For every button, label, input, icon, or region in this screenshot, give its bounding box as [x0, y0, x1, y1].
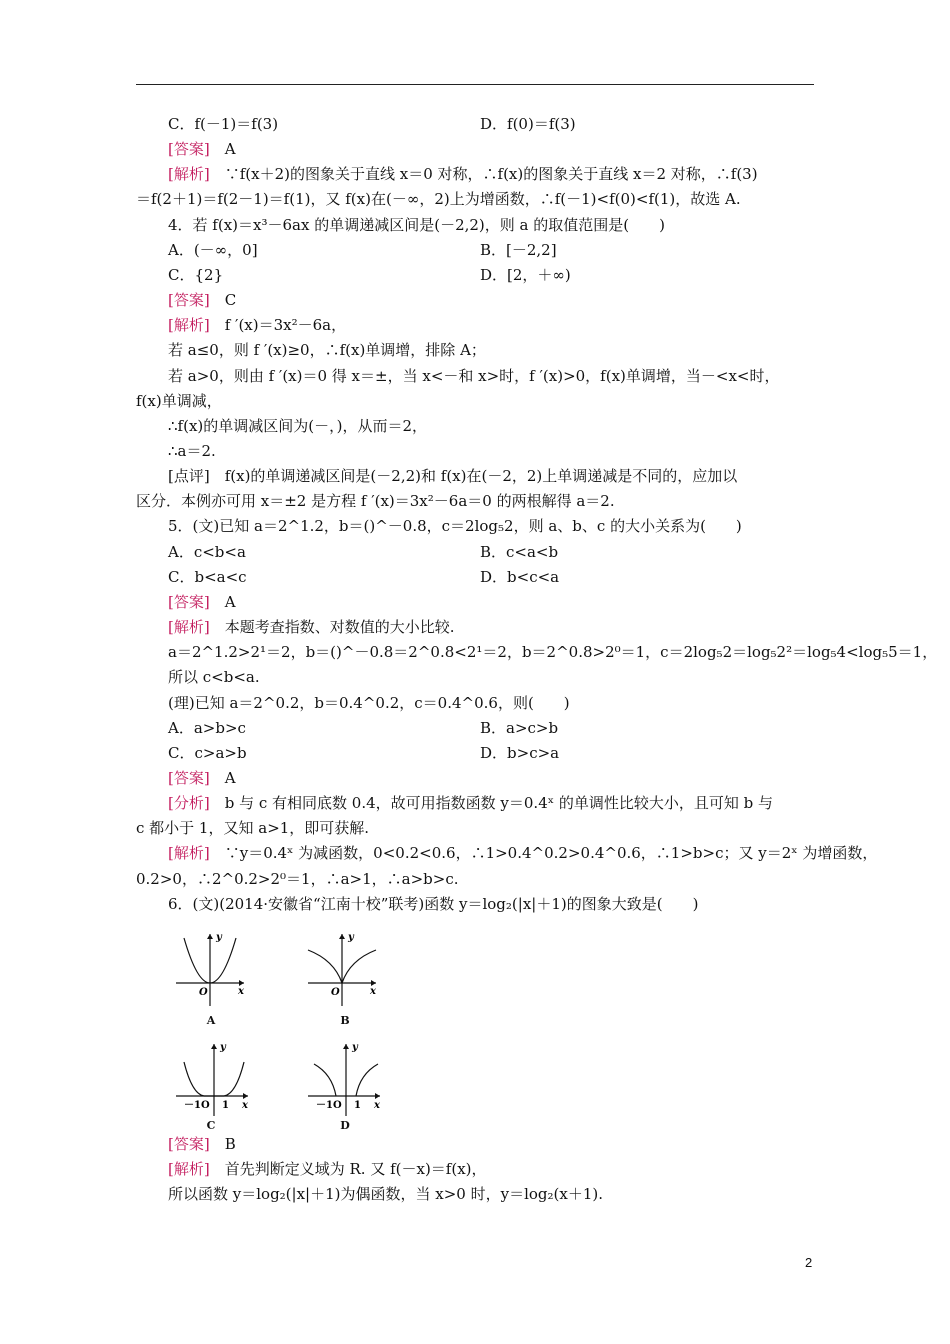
section-tag: [答案] [168, 593, 210, 611]
text-line [136, 491, 615, 511]
text-line [168, 617, 455, 637]
line-text: C [209, 291, 237, 309]
text-line [168, 894, 698, 914]
graph-c-label: C [206, 1119, 216, 1132]
text-line [480, 718, 558, 738]
text-line [168, 240, 258, 260]
svg-text:x: x [374, 1100, 380, 1111]
line-text: A [209, 140, 236, 158]
graph-b [302, 928, 382, 1008]
line-text: B．a>c>b [480, 719, 559, 737]
text-line [168, 290, 236, 310]
line-text: 区分．本例亦可用 x＝±2 是方程 f ′(x)＝3x²－6a＝0 的两根解得 a＝2. [136, 492, 615, 510]
text-line [168, 667, 260, 687]
svg-text:O: O [331, 987, 340, 998]
svg-text:y: y [216, 932, 222, 943]
line-text: ∵f(x＋2)的图象关于直线 x＝0 对称，∴f(x)的图象关于直线 x＝2 对称，∴f(3) [209, 165, 758, 183]
svg-text:x: x [370, 986, 376, 997]
svg-text:y: y [348, 932, 354, 943]
text-line [168, 567, 247, 587]
graph-c [170, 1038, 254, 1118]
svg-text:y: y [352, 1042, 358, 1053]
text-line [480, 240, 557, 260]
line-text: 5．(文)已知 a＝2^1.2，b＝()^－0.8，c＝2log₅2，则 a、b、c 的大小关系为( ) [168, 517, 742, 535]
line-text: 4．若 f(x)＝x³－6ax 的单调递减区间是(－2,2)，则 a 的取值范围是( ) [168, 216, 665, 234]
graph-d [302, 1038, 386, 1118]
text-line [168, 542, 246, 562]
line-text: ＝f(2＋1)＝f(2－1)＝f(1)，又 f(x)在(－∞，2)上为增函数，∴f(－1)<f(0)<f(1)，故选 A. [136, 190, 741, 208]
text-line [168, 265, 223, 285]
text-line [168, 315, 346, 335]
svg-text:x: x [242, 1100, 248, 1111]
line-text: D．b<c<a [480, 568, 560, 586]
line-text: a＝2^1.2>2¹＝2，b＝()^－0.8＝2^0.8<2¹＝2，b＝2^0.8>2⁰＝1，c＝2log₅2＝log₅2²＝log₅4<log₅5＝1， [168, 643, 938, 661]
line-text: 所以 c<b<a. [168, 668, 260, 686]
text-line [168, 114, 278, 134]
text-line [168, 1184, 603, 1204]
line-text: B．[－2,2] [480, 241, 557, 259]
graph-a [170, 928, 250, 1008]
section-tag: [解析] [168, 1160, 210, 1178]
text-line [168, 793, 773, 813]
text-line [168, 693, 570, 713]
line-text: D．f(0)＝f(3) [480, 115, 576, 133]
text-line [480, 542, 558, 562]
text-line [168, 1159, 487, 1179]
text-line [136, 391, 222, 411]
line-text: D．[2，＋∞) [480, 266, 571, 284]
line-text: 0.2>0，∴2^0.2>2⁰＝1，∴a>1，∴a>b>c. [136, 870, 459, 888]
text-line [168, 768, 236, 788]
line-text: ∵y＝0.4ˣ 为减函数，0<0.2<0.6，∴1>0.4^0.2>0.4^0.6，∴1>b>c；又 y＝2ˣ 为增函数， [209, 844, 878, 862]
text-line [168, 164, 758, 184]
line-text: A．(－∞，0] [168, 241, 258, 259]
text-line [168, 642, 937, 662]
text-line [168, 843, 877, 863]
line-text: f(x)单调减， [136, 392, 222, 410]
line-text: (理)已知 a＝2^0.2，b＝0.4^0.2，c＝0.4^0.6，则( ) [168, 694, 570, 712]
section-tag: [分析] [168, 794, 210, 812]
text-line [136, 869, 459, 889]
line-text: b 与 c 有相同底数 0.4，故可用指数函数 y＝0.4ˣ 的单调性比较大小，且可知 b 与 [209, 794, 774, 812]
text-line [168, 743, 247, 763]
graph-a-label: A [206, 1014, 216, 1027]
text-line [168, 139, 236, 159]
line-text: f ′(x)＝3x²－6a， [209, 316, 347, 334]
page-number: 2 [805, 1255, 813, 1270]
line-text: 6．(文)(2014·安徽省“江南十校”联考)函数 y＝log₂(|x|＋1)的图象大致是( ) [168, 895, 699, 913]
line-text: 所以函数 y＝log₂(|x|＋1)为偶函数，当 x>0 时，y＝log₂(x＋1). [168, 1185, 604, 1203]
text-line [168, 466, 737, 486]
section-tag: [答案] [168, 1135, 210, 1153]
text-line [168, 516, 742, 536]
line-text: A [209, 593, 236, 611]
line-text: 首先判断定义域为 R. 又 f(－x)＝f(x)， [209, 1160, 487, 1178]
line-text: C．{2} [168, 266, 224, 284]
text-line [168, 718, 246, 738]
line-text: ∴a＝2. [168, 442, 216, 460]
line-text: c 都小于 1，又知 a>1，即可获解. [136, 819, 370, 837]
graph-b-label: B [340, 1014, 350, 1027]
line-text: 若 a≤0，则 f ′(x)≥0，∴f(x)单调增，排除 A； [168, 341, 486, 359]
line-text: A [209, 769, 236, 787]
text-line [168, 215, 665, 235]
line-text: A．a>b>c [168, 719, 246, 737]
svg-text:O: O [199, 987, 208, 998]
text-line [168, 340, 486, 360]
svg-text:1: 1 [354, 1100, 361, 1111]
section-tag: [点评] [168, 467, 210, 485]
text-line [168, 441, 216, 461]
text-line [480, 265, 571, 285]
svg-text:－1O: －1O [316, 1100, 342, 1111]
section-tag: [解析] [168, 618, 210, 636]
text-line [168, 592, 236, 612]
text-line [480, 743, 559, 763]
line-text: 若 a>0，则由 f ′(x)＝0 得 x＝±，当 x<－和 x>时，f ′(x)>0，f(x)单调增，当－<x<时， [168, 367, 780, 385]
text-line [136, 189, 741, 209]
line-text: C．c>a>b [168, 744, 247, 762]
text-line [168, 366, 780, 386]
svg-text:－1O: －1O [184, 1100, 210, 1111]
line-text: B．c<a<b [480, 543, 559, 561]
text-line [168, 1134, 236, 1154]
line-text: B [209, 1135, 236, 1153]
section-tag: [解析] [168, 316, 210, 334]
text-line [136, 818, 369, 838]
section-tag: [解析] [168, 844, 210, 862]
line-text: C．f(－1)＝f(3) [168, 115, 279, 133]
section-tag: [答案] [168, 140, 210, 158]
line-text: ∴f(x)的单调减区间为(－，)，从而＝2， [168, 417, 428, 435]
section-tag: [答案] [168, 769, 210, 787]
svg-text:y: y [220, 1042, 226, 1053]
section-tag: [解析] [168, 165, 210, 183]
header-rule [136, 84, 814, 85]
line-text: 本题考查指数、对数值的大小比较. [209, 618, 455, 636]
line-text: C．b<a<c [168, 568, 247, 586]
text-line [480, 567, 559, 587]
line-text: D．b>c>a [480, 744, 560, 762]
section-tag: [答案] [168, 291, 210, 309]
svg-text:x: x [238, 986, 244, 997]
line-text: f(x)的单调递减区间是(－2,2)和 f(x)在(－2，2)上单调递减是不同的，应加以 [209, 467, 738, 485]
line-text: A．c<b<a [168, 543, 246, 561]
graph-d-label: D [340, 1119, 350, 1132]
svg-text:1: 1 [222, 1100, 229, 1111]
text-line [480, 114, 576, 134]
text-line [168, 416, 427, 436]
